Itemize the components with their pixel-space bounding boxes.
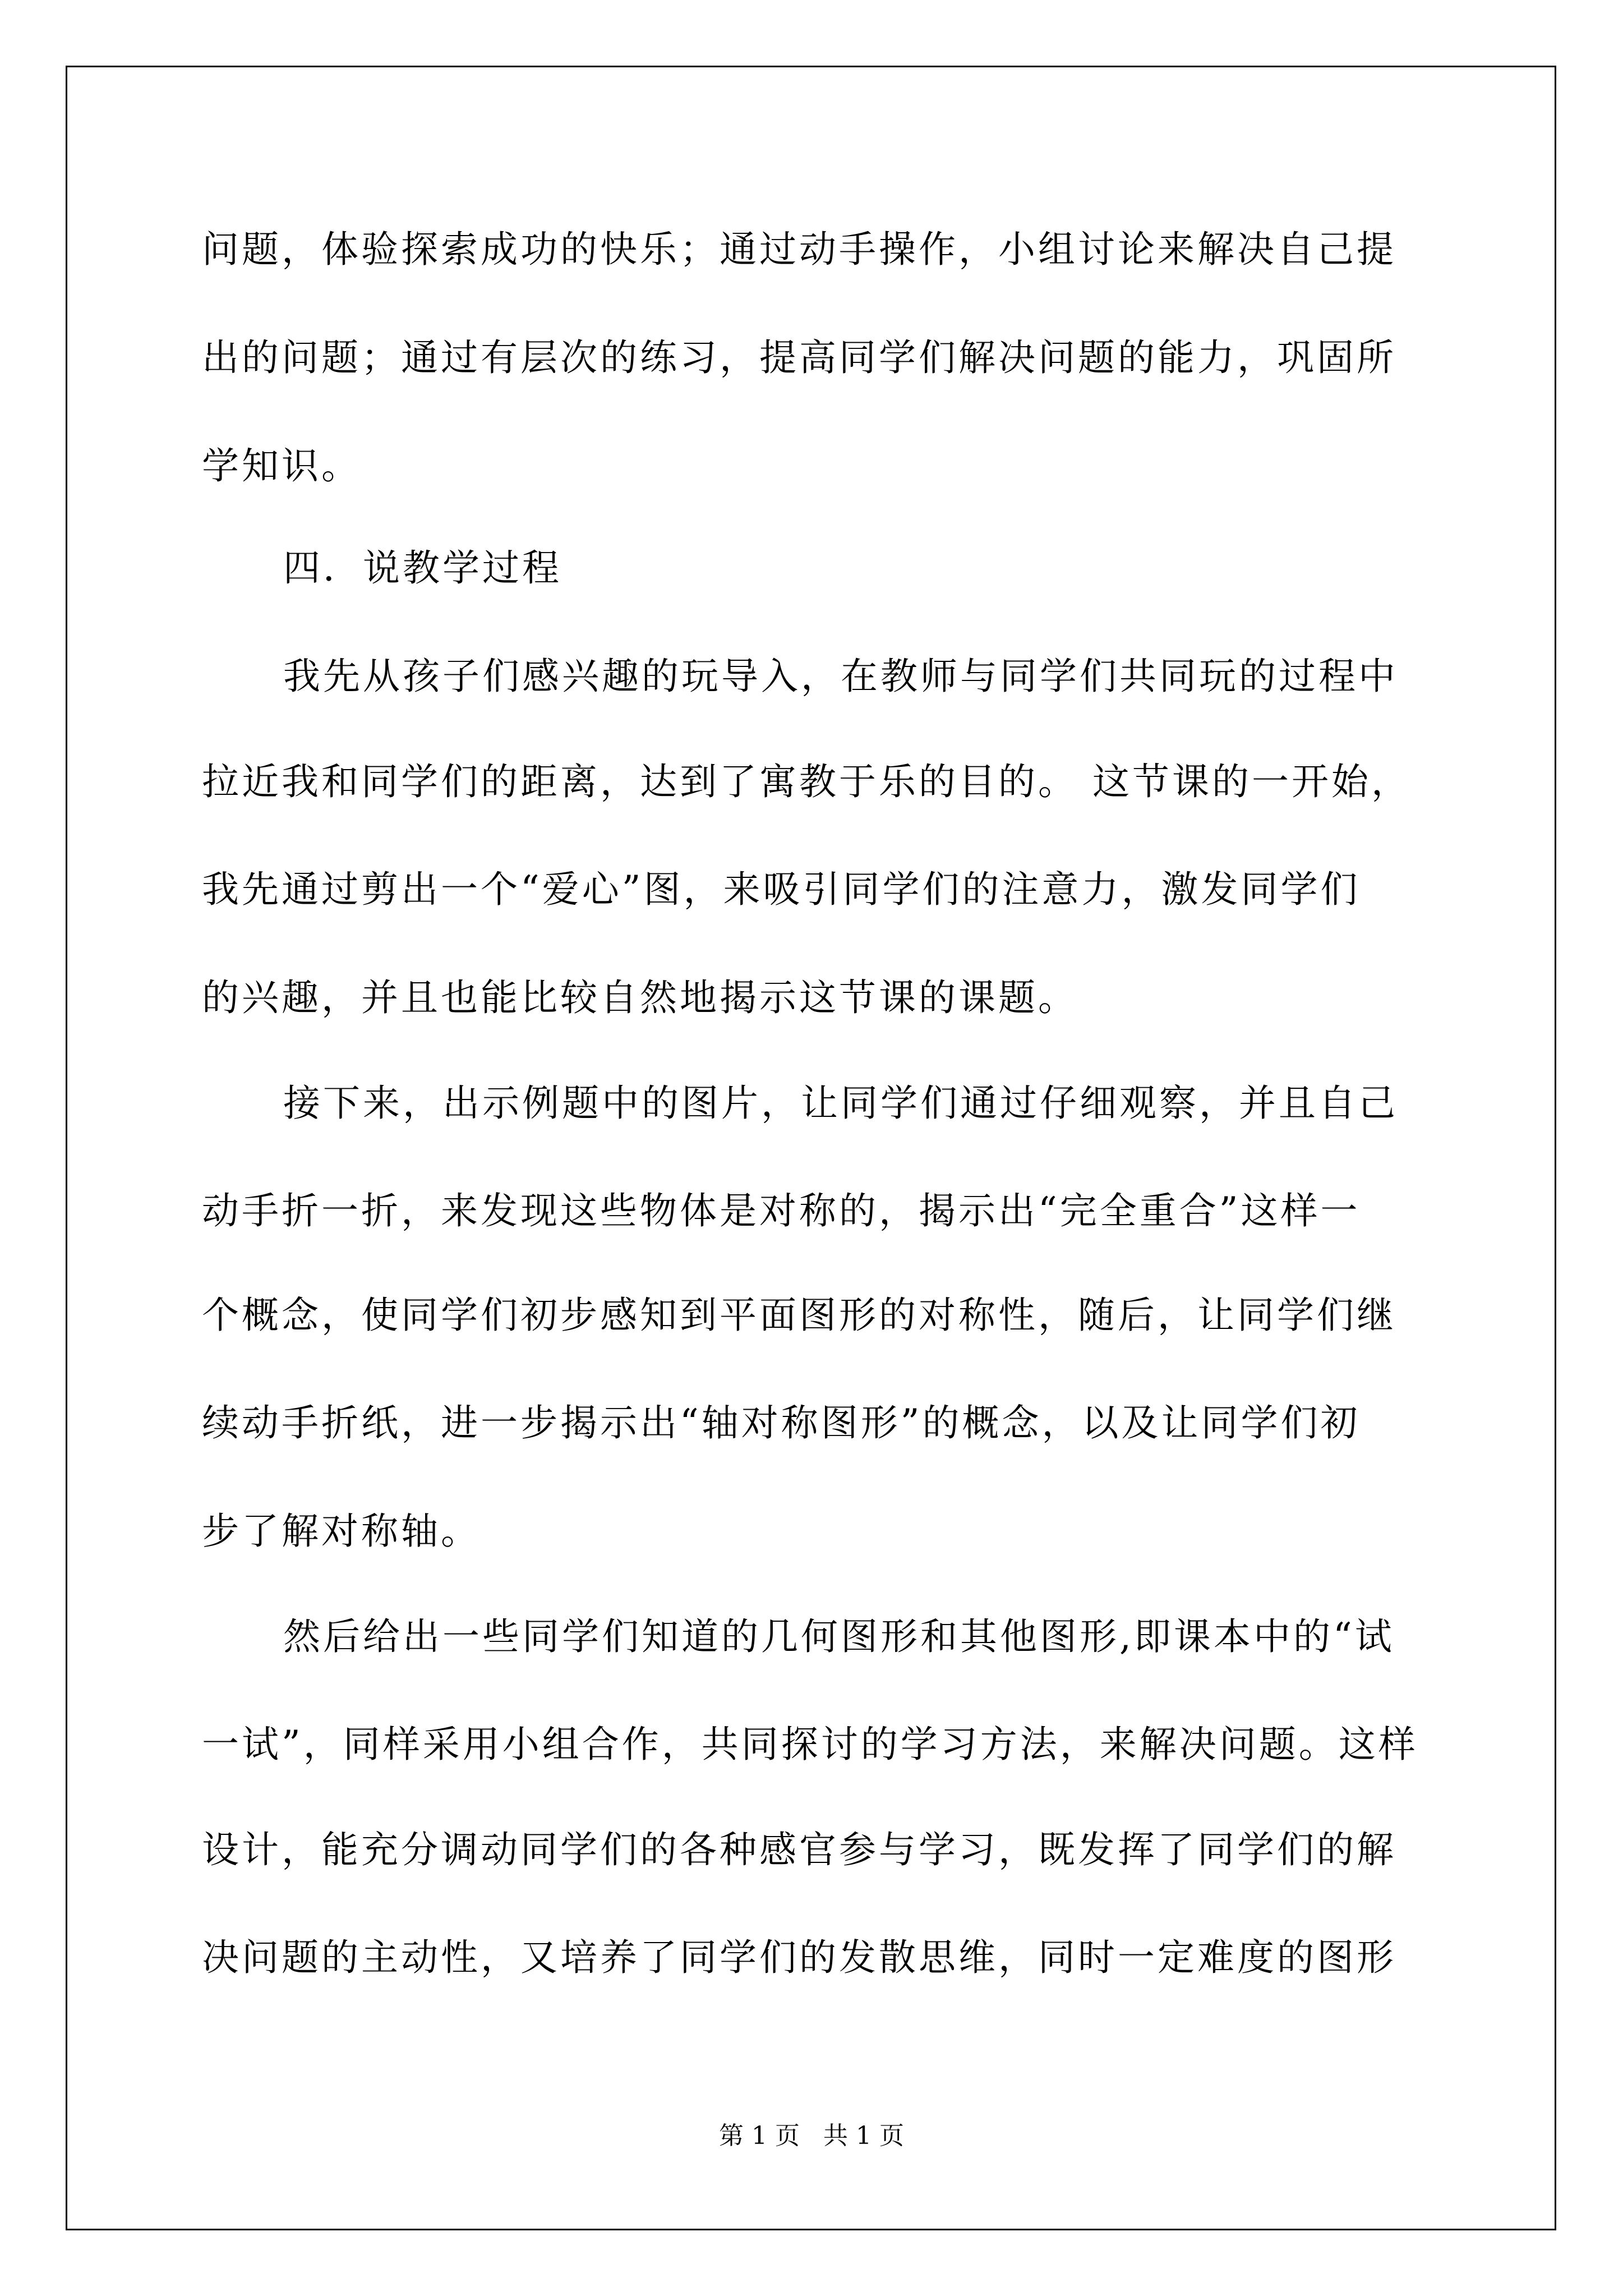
section-heading: 四．说教学过程: [283, 546, 562, 590]
page-number-footer: 第 1 页 共 1 页: [719, 2122, 904, 2150]
text-line: 问题，体验探索成功的快乐；通过动手操作，小组讨论来解决自己提: [202, 228, 1396, 271]
text-line: 一试”，同样采用小组合作，共同探讨的学习方法，来解决问题。这样: [202, 1723, 1418, 1766]
text-line: 学知识。: [202, 444, 361, 487]
text-line: 续动手折纸，进一步揭示出“轴对称图形”的概念，以及让同学们初: [202, 1401, 1361, 1444]
text-line: 设计，能充分调动同学们的各种感官参与学习，既发挥了同学们的解: [202, 1828, 1396, 1871]
text-line: 接下来，出示例题中的图片，让同学们通过仔细观察，并且自己: [283, 1082, 1398, 1125]
text-line: 我先通过剪出一个“爱心”图，来吸引同学们的注意力，激发同学们: [202, 868, 1361, 911]
text-line: 的兴趣，并且也能比较自然地揭示这节课的课题。: [202, 976, 1078, 1019]
text-line: 个概念，使同学们初步感知到平面图形的对称性，随后，让同学们继: [202, 1294, 1396, 1337]
text-line: 步了解对称轴。: [202, 1510, 481, 1553]
text-line: 拉近我和同学们的距离，达到了寓教于乐的目的。 这节课的一开始，: [202, 760, 1411, 803]
text-line: 动手折一折，来发现这些物体是对称的，揭示出“完全重合”这样一: [202, 1189, 1361, 1232]
text-line: 出的问题；通过有层次的练习，提高同学们解决问题的能力，巩固所: [202, 336, 1396, 379]
text-line: 然后给出一些同学们知道的几何图形和其他图形,即课本中的“试: [283, 1615, 1395, 1658]
text-line: 我先从孩子们感兴趣的玩导入，在教师与同学们共同玩的过程中: [283, 655, 1398, 698]
text-line: 决问题的主动性，又培养了同学们的发散思维，同时一定难度的图形: [202, 1936, 1396, 1979]
page-border: [66, 66, 1556, 2230]
